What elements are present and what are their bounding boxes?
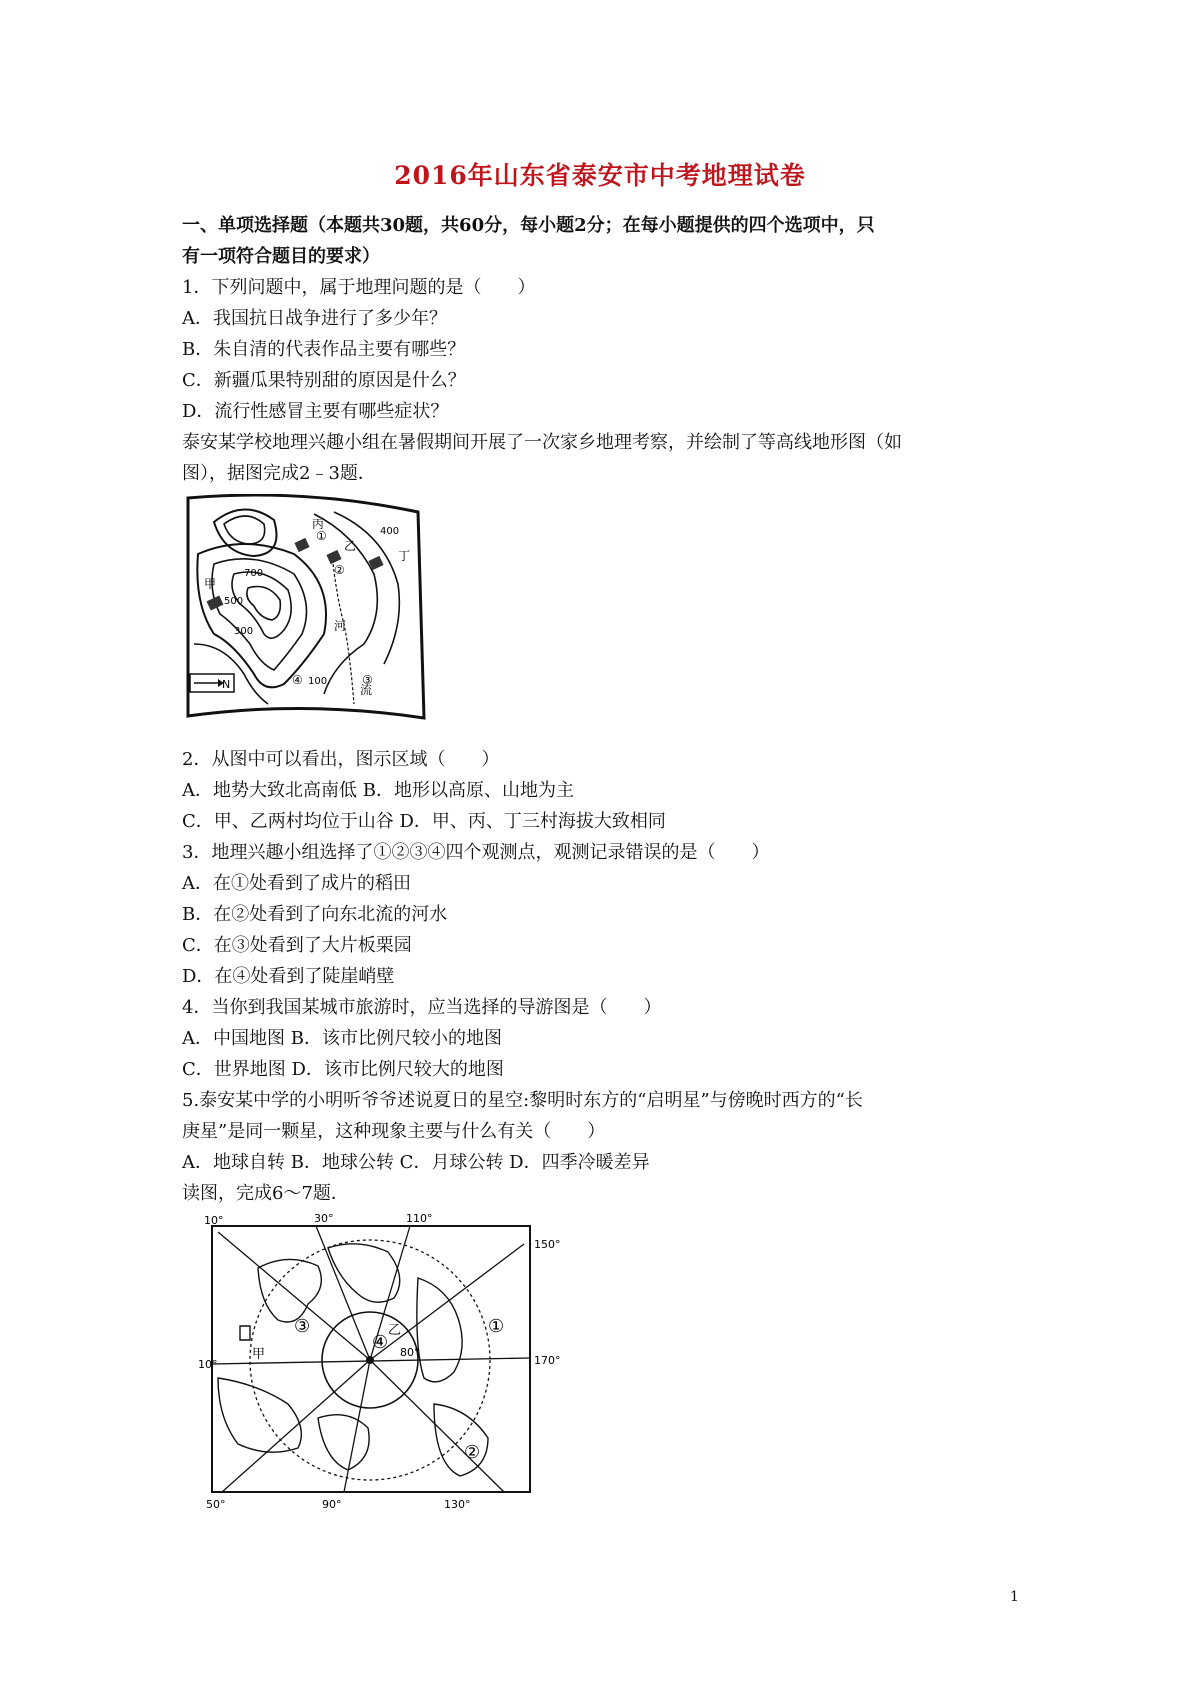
polar-label-10: 10° — [198, 1358, 218, 1371]
polar-label-30: 30° — [314, 1212, 334, 1225]
polar-label-p4: ④ — [372, 1332, 389, 1353]
polar-label-130: 130° — [444, 1498, 471, 1511]
q3-stem: 3．地理兴趣小组选择了①②③④四个观测点，观测记录错误的是（ ） — [182, 842, 770, 863]
polar-label-10w: 10° — [204, 1214, 224, 1227]
section-heading-line1: 一、单项选择题（本题共30题，共60分，每小题2分；在每小题提供的四个选项中，只 — [182, 215, 875, 236]
contour-label-p4: ④ — [292, 673, 303, 687]
contour-label-he: 河 — [334, 619, 347, 633]
polar-label-yi: 乙 — [388, 1323, 402, 1338]
q3-option-c: C．在③处看到了大片板栗园 — [182, 935, 412, 956]
q4-options-cd: C．世界地图 D．该市比例尺较大的地图 — [182, 1059, 504, 1080]
q5-stem-line1: 5.泰安某中学的小明听爷爷述说夏日的星空:黎明时东方的“启明星”与傍晚时西方的“长 — [182, 1090, 863, 1111]
polar-label-170: 170° — [534, 1354, 561, 1367]
q5-options: A．地球自转 B．地球公转 C．月球公转 D．四季冷暖差异 — [182, 1152, 650, 1173]
contour-label-ding: 丁 — [398, 549, 411, 563]
q2-stem: 2．从图中可以看出，图示区域（ ） — [182, 749, 500, 770]
exam-title: 2016年山东省泰安市中考地理试卷 — [394, 161, 806, 190]
q1-option-b: B．朱自清的代表作品主要有哪些？ — [182, 339, 466, 360]
polar-label-p1: ① — [488, 1316, 505, 1337]
q3-option-a: A．在①处看到了成片的稻田 — [182, 873, 411, 894]
contour-label-bing: 丙 — [312, 517, 325, 531]
q1-option-a: A．我国抗日战争进行了多少年？ — [182, 308, 447, 329]
polar-label-p3: ③ — [294, 1316, 311, 1337]
intro67: 读图，完成6～7题． — [182, 1183, 349, 1204]
q4-stem: 4．当你到我国某城市旅游时，应当选择的导游图是（ ） — [182, 997, 662, 1018]
page-number: 1 — [1010, 1589, 1019, 1605]
contour-map-figure — [184, 494, 426, 726]
contour-label-jia: 甲 — [204, 577, 217, 591]
polar-label-150: 150° — [534, 1238, 561, 1251]
q4-options-ab: A．中国地图 B．该市比例尺较小的地图 — [182, 1028, 502, 1049]
polar-label-110: 110° — [406, 1212, 433, 1225]
contour-label-p1: ① — [316, 529, 327, 543]
intro23-line2: 图），据图完成2﹣3题． — [182, 463, 376, 484]
q3-option-b: B．在②处看到了向东北流的河水 — [182, 904, 448, 925]
q3-option-d: D．在④处看到了陡崖峭壁 — [182, 966, 395, 987]
contour-label-p3: ③ — [362, 673, 373, 687]
contour-label-yi: 乙 — [344, 539, 357, 553]
section-heading-line2: 有一项符合题目的要求） — [182, 246, 380, 267]
polar-label-80: 80° — [400, 1346, 420, 1359]
contour-label-300: 300 — [234, 626, 254, 637]
polar-label-jia: 甲 — [252, 1347, 266, 1362]
q2-options-cd: C．甲、乙两村均位于山谷 D．甲、丙、丁三村海拔大致相同 — [182, 811, 666, 832]
q1-option-c: C．新疆瓜果特别甜的原因是什么？ — [182, 370, 466, 391]
contour-label-liu: 流 — [360, 683, 373, 697]
polar-map-figure — [198, 1208, 570, 1514]
polar-label-p2: ② — [464, 1442, 481, 1463]
q1-option-d: D．流行性感冒主要有哪些症状？ — [182, 401, 449, 422]
contour-label-400: 400 — [380, 526, 400, 537]
polar-label-90: 90° — [322, 1498, 342, 1511]
contour-label-500: 500 — [224, 596, 244, 607]
q5-stem-line2: 庚星”是同一颗星，这种现象主要与什么有关（ ） — [182, 1121, 606, 1142]
contour-label-100: 100 — [308, 676, 328, 687]
contour-label-700: 700 — [244, 568, 264, 579]
north-arrow-label: N — [222, 678, 231, 691]
q1-stem: 1．下列问题中，属于地理问题的是（ ） — [182, 277, 536, 298]
q2-options-ab: A．地势大致北高南低 B．地形以高原、山地为主 — [182, 780, 574, 801]
intro23-line1: 泰安某学校地理兴趣小组在暑假期间开展了一次家乡地理考察，并绘制了等高线地形图（如 — [182, 432, 902, 453]
contour-label-p2: ② — [334, 563, 345, 577]
polar-label-50: 50° — [206, 1498, 226, 1511]
